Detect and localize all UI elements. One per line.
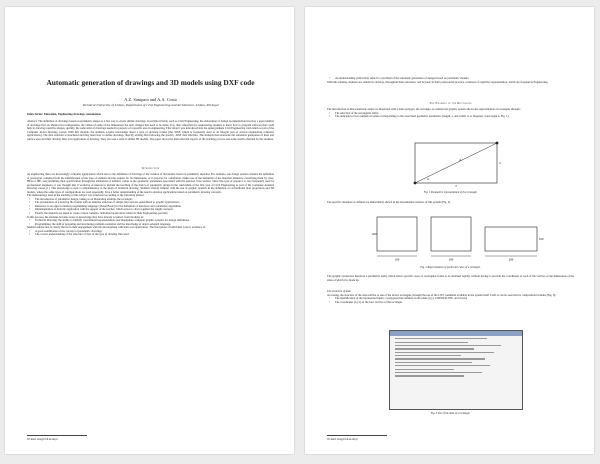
label-a: a: [455, 183, 457, 188]
footnote: 1E-mail: zita@civil.ist.utl.pt: [27, 438, 58, 441]
intro-list-item: • The introduction of parametric design, taking as an illustrating example the rectangle;: [27, 198, 274, 202]
dim-label: 100: [448, 257, 454, 262]
paper-authors: A.Z. Sampaio and A.A. Costa: [124, 97, 177, 102]
intro-list-item: • Reference to an object-oriented programming language (Visual Basic) for the definition of interfaces and calculation algorithms;: [27, 205, 274, 209]
vertex-marker: [414, 182, 417, 185]
window-titlebar: [390, 331, 522, 336]
left-page: [5, 7, 294, 454]
structure-list-item: • The identification of the represented figure, a polygonal line defined on the plane (x,y), LWPOLYLINE, and closed;: [327, 297, 574, 301]
label-b: b: [499, 161, 502, 165]
paper-affiliation: Technical University of Lisbon, Department of Civil Engineering and Architecture, Lisbon, Portugal: [82, 103, 219, 107]
intro-list-item: • The presentation of a drawing file format with an intuitive structure of simple data and one generalized to graphic applications;: [27, 201, 274, 205]
footnote-rule: [327, 435, 387, 436]
figure-2-caption: Fig. 2 Representation of particular cases of a rectangle.: [420, 266, 481, 269]
process-intro: In this process, the students become aware to knowledge they have already acquired, from modules in:: [27, 214, 144, 219]
figure-3-caption: Fig. 3 List of the data of a rectangle.: [430, 412, 471, 415]
vertex-marker: [496, 142, 499, 145]
figure-1-caption: Fig. 1 Parametric representation of the rectangle.: [423, 191, 478, 194]
dim-label: 200: [372, 232, 377, 236]
intro-heading: Introduction: [141, 166, 160, 170]
example-heading: The Example of the Rectangle: [429, 101, 472, 105]
intro-paragraph: As engineering there are increasingly computer applications which turn to the definition of drawings or the creation of 3D models based on parametric sketches. For example, one design system contains the definition of prototypes compiled from the identification of the type of element and the request for its dimensions, or it prepares for calculation, makes use of the definition of the manifest elements, classifying them by class, HEA or IPE, and permitting their specification through the attribution of numeric values to the geometric parameters associated with the selected cross section. Since this type of resource is very frequently used by professional engineers, it was thought that it would be of interest to include the teaching of the basics of parametric design in the curriculum of the first year of Civil Engineering as part of the Computer Assisted Drawing course [1]. This knowledge is seen a complementary to the study of technical drawing. Students already familiar with the use of graphic systems in the definition of conventional plan projections and 3D models, where the same types of configurations are read repeatedly, have a better understanding of the need to develop applications based on parametric drawing concepts.: [27, 172, 274, 194]
footnote-rule: [27, 435, 87, 436]
example-list-item: • The selection of the rectangular entity.: [327, 112, 574, 116]
footnote: 1E-mail: zita@civil.ist.utl.pt: [327, 438, 358, 441]
example-paragraph: The introduction of this parametric subject is illustrated with a basic polygon, the rectangle. A commercial graphic system allows the representation of rectangles through:: [327, 107, 521, 111]
closing-list-item: • A good assimilation of the concept of parametric drawings;: [27, 230, 274, 234]
structure-list-item: • The coordinates (x,y,z) of the four vertices of the rectangle.: [327, 301, 574, 305]
intro-list-item: • Implementation of didactic application with the support of the teacher, which serves to draw together the taught concepts;: [27, 208, 274, 212]
fig2-intro: The specific situations as defined are immediately shown in the visualization window of this system (Fig. 2).: [327, 200, 451, 204]
dim-label: 100: [539, 237, 544, 241]
dim-label: 200: [508, 257, 514, 262]
paper-title: Automatic generation of drawings and 3D models using DXF code: [46, 78, 255, 87]
rectangle-case-1: [377, 217, 417, 251]
label-d: d: [459, 158, 461, 162]
process-list-item: • Programming: the skill of preparing and structuring problem resolution and the knowledge of object-oriented language.: [27, 223, 274, 227]
graphic-paragraph: The graphic system has therefore a parametric entity which allows specific cases of rectangular forms to be obtained rapidly, without having to provide the coordinates of each of the vertices or the dimensions of the sides of which it is made up.: [327, 274, 574, 282]
right-paragraph: With this training, students are enabled to develop, throughout their education, and beyond, in their professional practice, solutions of repetitive representation, which are frequent in Engineering.: [327, 79, 549, 84]
dim-label: 100: [394, 257, 400, 262]
process-list-item: • Technical Drawing: the ability to identify conventional representations and manipulate computer graphic systems for design definitions.: [27, 219, 274, 223]
structure-paragraph: Accessing, the structure of the data relative to one of the drawn rectangles, through the use of the LIST command available in the system itself CAD, it can be seen that its composition includes (Fig. 3):: [327, 292, 557, 297]
index-terms: Index Terms: Education, Engineering drawings, Automation.: [27, 112, 102, 116]
figure-2-rectangles: [369, 213, 547, 263]
right-page: [305, 7, 594, 454]
abstract: Abstract: The definition of drawings based on parametric shapes is a fast way to create similar drawings. In technical fields, such as Civil Engineering, the elaboration of design documentation involves a great number of drawings that are identical in configuration, the values of some of the dimensions the only changes that need to be made. It is, then, important for engineering students to know how to program software that could help in drawing repetitive shapes, quickly, the same kind of drawings needed in projects of a specific area in engineering. This subject was introduced into the undergraduate Civil Engineering curriculum as part of the Computer Aided Drawing course. With this module, the students acquire knowledge about a type of drawing format (the .DXF, which is frequently used as an integral part of several engineering computer applications). The data structure is structured and they learn how to define drawings, directly writing files following the specific .DXF data structure. The students then elaborate the automatic generation of lines and surface area and their develop their own application of drawing. They also use a solid to define 3D models. The paper shows the main relevant aspects of the teaching process and some results obtained by the students.: [27, 119, 274, 141]
figure-3-list-window: [389, 330, 523, 410]
intro-paragraph: The methodology used in the teaching of this subject was structured according to the following phases:: [27, 193, 145, 198]
closing-paragraph: Student satisfaction is clearly shown in their engagement with the development with their own application. The final phase of individual work is evidence of:: [27, 225, 206, 230]
example-list-item: • The indication of two numerical values corresponding to the associated geometric parameters (length, a, and width, b, or diagonal, d and angle α, Fig. 1).: [327, 115, 574, 119]
label-alpha: α: [427, 177, 429, 181]
rectangle-case-3: [485, 227, 537, 251]
figure-1-rectangle: [411, 139, 501, 187]
intro-list-item: • Finally, the students are asked to create a more complex, individual application related to their Engineering specialty.: [27, 212, 274, 216]
rectangle-case-2: [431, 217, 471, 251]
right-list-item: • An understanding particularly suited to a problem of the automatic generation of designs based on parametric models.: [327, 77, 574, 81]
closing-list-item: • The correct understanding of the structure of data of the type of drawing files used.: [27, 233, 274, 237]
structure-heading: The structure of data: [327, 289, 351, 293]
